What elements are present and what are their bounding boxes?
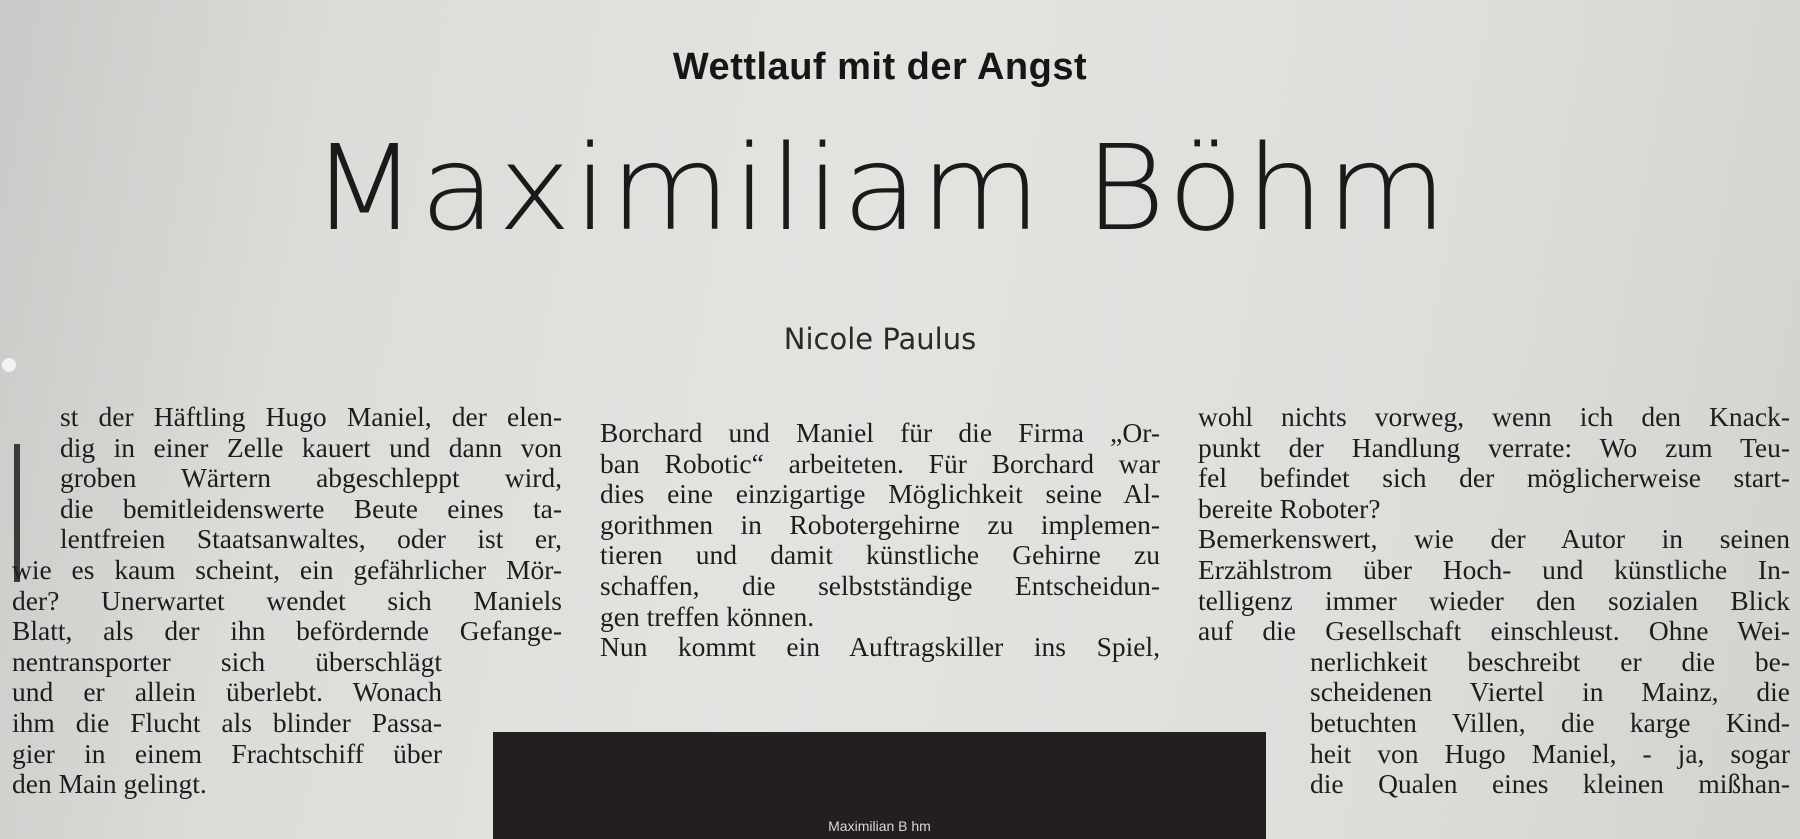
column-line: auf die Gesellschaft einschleust. Ohne Wei- (1198, 615, 1790, 647)
column-line: den Main gelingt. (12, 768, 207, 800)
column-line: bereite Roboter? (1198, 492, 1381, 524)
article-column-3 (1198, 402, 1790, 800)
column-line: punkt der Handlung verrate: Wo zum Teu- (1198, 431, 1790, 463)
article-column-2 (600, 418, 1160, 663)
column-line: Borchard und Maniel für die Firma „Or- (600, 417, 1160, 448)
column-line: groben Wärtern abgeschleppt wird, (60, 462, 562, 494)
column-line: dies eine einzigartige Möglichkeit seine Al- (600, 478, 1160, 510)
column-line: heit von Hugo Maniel, - ja, sogar (1310, 737, 1790, 769)
column-line: und er allein überlebt. Wonach (12, 676, 442, 708)
column-line: gier in einem Frachtschiff über (12, 737, 442, 769)
photo-caption: Maximilian B hm (828, 818, 931, 834)
column-line: telligenz immer wieder den sozialen Blick (1198, 584, 1790, 616)
column-line: st der Häftling Hugo Maniel, der elen- (60, 401, 562, 432)
column-line: Nun kommt ein Auftragskiller ins Spiel, (600, 631, 1160, 663)
article-kicker: Wettlauf mit der Angst (672, 46, 1088, 88)
article-column-1 (12, 402, 562, 800)
column-line: Blatt, als der ihn befördernde Gefange- (12, 615, 562, 647)
column-line: ban Robotic“ arbeiteten. Für Borchard war (600, 447, 1160, 479)
column-line: nentransporter sich überschlägt (12, 645, 442, 677)
author-photo (493, 732, 1266, 839)
column-line: Erzählstrom über Hoch- und künstliche In- (1198, 553, 1790, 585)
article-byline: Nicole Paulus (783, 322, 977, 356)
column-line: scheidenen Viertel in Mainz, die (1310, 676, 1790, 708)
column-line: wie es kaum scheint, ein gefährlicher Mör- (12, 553, 562, 585)
column-line: gorithmen in Robotergehirne zu implemen- (600, 508, 1160, 540)
column-line: die bemitleidenswerte Beute eines ta- (60, 492, 562, 524)
column-line: gen treffen können. (600, 600, 815, 632)
column-line: lentfreien Staatsanwaltes, oder ist er, (60, 523, 562, 555)
column-line: dig in einer Zelle kauert und dann von (60, 431, 562, 463)
column-line: fel befindet sich der möglicherweise start- (1198, 462, 1790, 494)
column-line: die Qualen eines kleinen mißhan- (1310, 768, 1790, 800)
column-line: wohl nichts vorweg, wenn ich den Knack- (1198, 401, 1790, 432)
column-line: schaffen, die selbstständige Entscheidun- (600, 569, 1160, 601)
column-line: nerlichkeit beschreibt er die be- (1310, 645, 1790, 677)
column-line: der? Unerwartet wendet sich Maniels (12, 584, 562, 616)
paper-smudge (2, 358, 16, 372)
column-line: betuchten Villen, die karge Kind- (1310, 706, 1790, 738)
column-line: ihm die Flucht als blinder Passa- (12, 706, 442, 738)
column-line: tieren und damit künstliche Gehirne zu (600, 539, 1160, 571)
article-headline: Maximiliam Böhm (310, 119, 1450, 257)
column-line: Bemerkenswert, wie der Autor in seinen (1198, 523, 1790, 555)
